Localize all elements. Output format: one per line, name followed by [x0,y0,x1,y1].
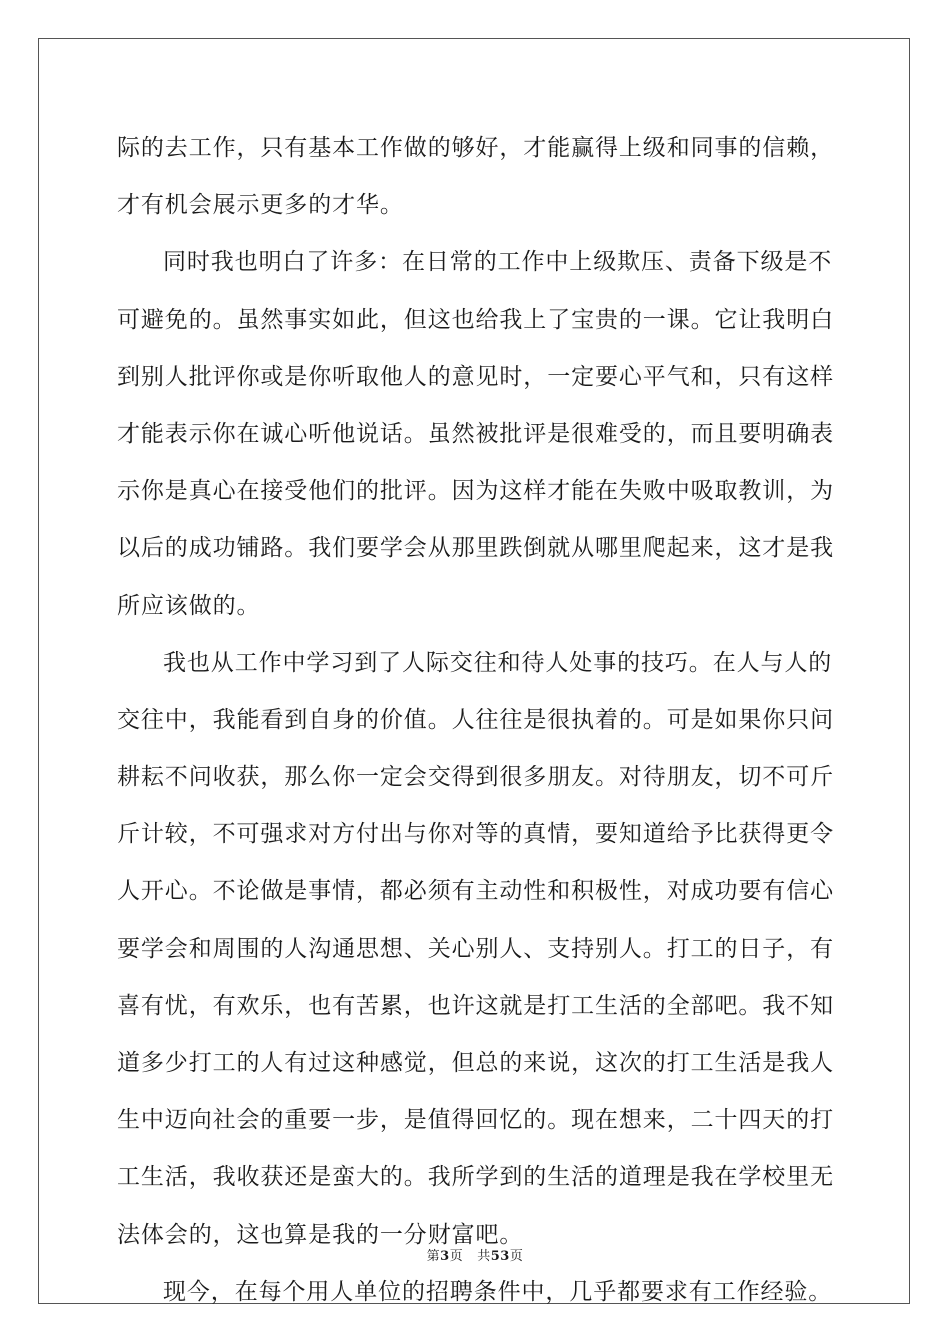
page-number: 3 [440,1249,450,1264]
text-line: 可避免的。虽然事实如此，但这也给我上了宝贵的一课。它让我明白 [117,306,834,333]
text-line: 示你是真心在接受他们的批评。因为这样才能在失败中吸取教训，为 [117,478,834,505]
text-line: 到别人批评你或是你听取他人的意见时，一定要心平气和，只有这样 [117,363,834,390]
total-prefix: 共 [477,1249,491,1264]
text-line: 道多少打工的人有过这种感觉，但总的来说，这次的打工生活是我人 [117,1050,834,1076]
total-pages: 53 [490,1249,510,1264]
text-line: 我也从工作中学习到了人际交往和待人处事的技巧。在人与人的 [163,649,833,676]
page-prefix: 第 [426,1249,441,1264]
text-line: 交往中，我能看到自身的价值。人往往是很执着的。可是如果你只问 [117,706,834,733]
text-line: 现今，在每个用人单位的招聘条件中，几乎都要求有工作经验。 [163,1278,833,1305]
text-line: 才能表示你在诚心听他说话。虽然被批评是很难受的，而且要明确表 [117,420,834,447]
text-line: 耕耘不问收获，那么你一定会交得到很多朋友。对待朋友，切不可斤 [117,764,834,791]
text-line: 所应该做的。 [117,592,261,619]
text-line: 斤计较，不可强求对方付出与你对等的真情，要知道给予比获得更令 [117,821,834,848]
text-line: 同时我也明白了许多：在日常的工作中上级欺压、责备下级是不 [163,249,833,276]
page-footer [0,1245,950,1264]
text-line: 人开心。不论做是事情，都必须有主动性和积极性，对成功要有信心 [117,878,834,905]
text-line: 要学会和周围的人沟通思想、关心别人、支持别人。打工的日子，有 [117,935,834,962]
text-line: 法体会的，这也算是我的一分财富吧。 [117,1221,524,1248]
text-line: 喜有忧，有欢乐，也有苦累，也许这就是打工生活的全部吧。我不知 [117,992,834,1019]
text-line: 才有机会展示更多的才华。 [117,192,404,219]
text-line: 际的去工作，只有基本工作做的够好，才能赢得上级和同事的信赖， [117,135,834,161]
text-line: 工生活，我收获还是蛮大的。我所学到的生活的道理是我在学校里无 [117,1164,834,1191]
text-line: 以后的成功铺路。我们要学会从那里跌倒就从哪里爬起来，这才是我 [117,535,834,562]
text-line: 生中迈向社会的重要一步，是值得回忆的。现在想来，二十四天的打 [117,1107,834,1134]
document-body [117,120,833,1321]
page-suffix: 页 [449,1249,464,1264]
total-suffix: 页 [509,1249,524,1264]
